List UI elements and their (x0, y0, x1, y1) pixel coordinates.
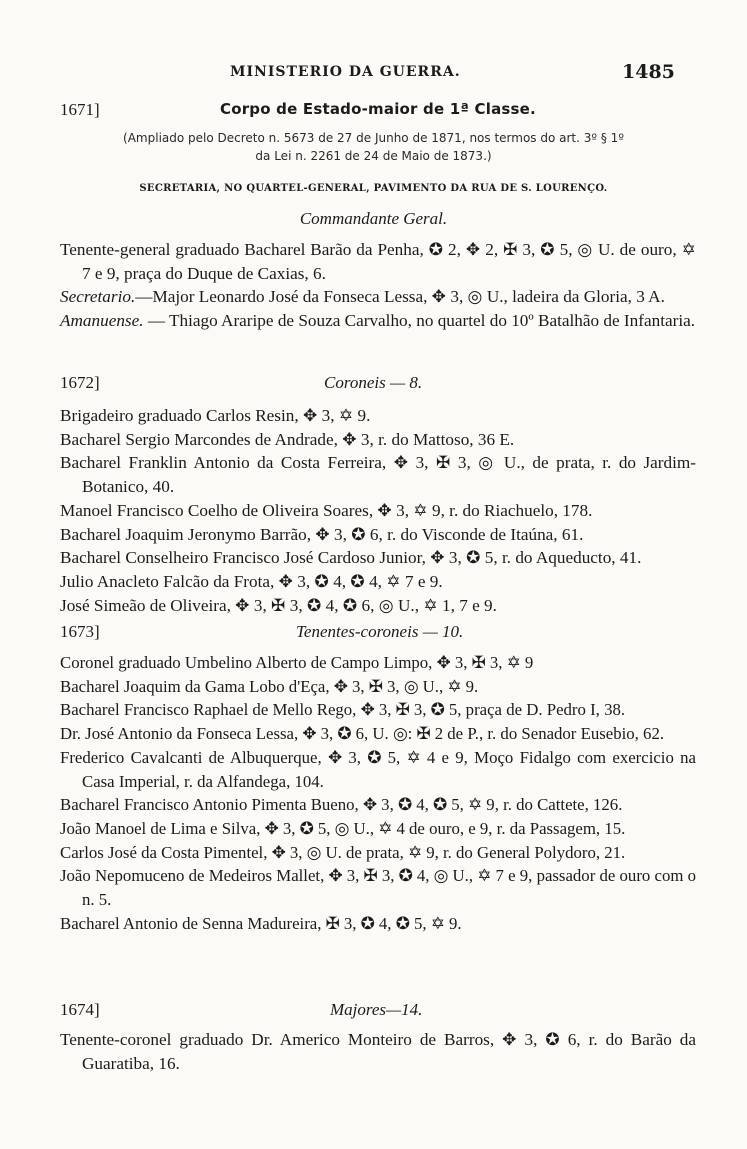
entry: Julio Anacleto Falcão da Frota, ✥ 3, ✪ 4, ✪ 4, ✡ 7 e 9. (60, 571, 443, 591)
commandante-entries (60, 238, 696, 333)
coroneis-list (60, 404, 696, 617)
section-number: 1672] (60, 373, 100, 392)
section-1673-header (0, 622, 747, 644)
section-1672-header (0, 373, 747, 395)
entry: Frederico Cavalcanti de Albuquerque, ✥ 3, ✪ 5, ✡ 4 e 9, Moço Fidalgo com exercicio na Casa Imperial, r. da Alfandega, 104. (60, 747, 696, 791)
entry: Bacharel Conselheiro Francisco José Cardoso Junior, ✥ 3, ✪ 5, r. do Aqueducto, 41. (60, 548, 642, 568)
entry: Tenente-coronel graduado Dr. Americo Monteiro de Barros, ✥ 3, ✪ 6, r. do Barão da Guaratiba, 16. (60, 1030, 696, 1073)
group-heading: Coroneis — 8. (324, 373, 423, 392)
entry: Brigadeiro graduado Carlos Resin, ✥ 3, ✡ 9. (60, 406, 371, 425)
section-number: 1671] (60, 100, 100, 119)
entry: Bacharel Sergio Marcondes de Andrade, ✥ 3, r. do Mattoso, 36 E. (60, 429, 515, 449)
location-line: SECRETARIA, NO QUARTEL-GENERAL, PAVIMENTO DA RUA DE S. LOURENÇO. (139, 183, 608, 194)
tenentes-coroneis-list (60, 651, 696, 935)
entry (60, 285, 696, 309)
entry: Bacharel Antonio de Senna Madureira, ✠ 3, ✪ 4, ✪ 5, ✡ 9. (60, 913, 462, 933)
majores-list (60, 1028, 696, 1075)
entry: Bacharel Francisco Raphael de Mello Rego, ✥ 3, ✠ 3, ✪ 5, praça de D. Pedro I, 38. (60, 700, 626, 720)
entry: João Nepomuceno de Medeiros Mallet, ✥ 3, ✠ 3, ✪ 4, ◎ U., ✡ 7 e 9, passador de ouro com o n. 5. (60, 866, 696, 910)
section-title: Corpo de Estado-maior de 1ª Classe. (220, 100, 536, 118)
entry (60, 238, 696, 285)
entry (60, 309, 696, 333)
page-number: 1485 (622, 61, 675, 83)
entry: Bacharel Joaquim Jeronymo Barrão, ✥ 3, ✪ 6, r. do Visconde de Itaúna, 61. (60, 524, 584, 544)
commandante-heading: Commandante Geral. (299, 209, 448, 228)
entry: Carlos José da Costa Pimentel, ✥ 3, ◎ U. de prata, ✡ 9, r. do General Polydoro, 21. (60, 842, 626, 862)
entry: Bacharel Francisco Antonio Pimenta Bueno, ✥ 3, ✪ 4, ✪ 5, ✡ 9, r. do Cattete, 126. (60, 795, 623, 815)
group-heading: Majores—14. (330, 1000, 423, 1019)
group-heading: Tenentes-coroneis — 10. (296, 622, 464, 641)
entry: Bacharel Franklin Antonio da Costa Ferreira, ✥ 3, ✠ 3, ◎ U., de prata, r. do Jardim-Botanico, 40. (60, 453, 696, 497)
entry: Manoel Francisco Coelho de Oliveira Soares, ✥ 3, ✡ 9, r. do Riachuelo, 178. (60, 500, 593, 520)
entry: Dr. José Antonio da Fonseca Lessa, ✥ 3, ✪ 6, U. ◎: ✠ 2 de P., r. do Senador Eusebio, 62. (60, 724, 665, 744)
entry-text: — Thiago Araripe de Souza Carvalho, no quartel do 10º Batalhão de Infantaria. (143, 311, 696, 331)
running-title: MINISTERIO DA GUERRA. (230, 64, 461, 80)
section-1671-header (0, 100, 747, 120)
entry-label: Secretario. (60, 287, 136, 307)
running-head (0, 61, 747, 86)
entry: João Manoel de Lima e Silva, ✥ 3, ✪ 5, ◎ U., ✡ 4 de ouro, e 9, r. da Passagem, 15. (60, 818, 626, 838)
entry-label: Amanuense. (60, 311, 144, 331)
entry: Bacharel Joaquim da Gama Lobo d'Eça, ✥ 3, ✠ 3, ◎ U., ✡ 9. (60, 676, 479, 696)
section-number: 1673] (60, 622, 100, 641)
decree-note-line-2: da Lei n. 2261 de 24 de Maio de 1873.) (255, 149, 492, 163)
entry-text: Tenente-general graduado Bacharel Barão da Penha, ✪ 2, ✥ 2, ✠ 3, ✪ 5, ◎ U. de ouro, ✡ 7 e 9, praça do Duque de Caxias, 6. (60, 240, 696, 283)
entry: Coronel graduado Umbelino Alberto de Campo Limpo, ✥ 3, ✠ 3, ✡ 9 (60, 653, 534, 672)
decree-note-line-1: (Ampliado pelo Decreto n. 5673 de 27 de Junho de 1871, nos termos do art. 3º § 1º (123, 131, 624, 145)
entry-text: —Major Leonardo José da Fonseca Lessa, ✥ 3, ◎ U., ladeira da Gloria, 3 A. (135, 287, 665, 307)
section-number: 1674] (60, 1000, 100, 1019)
section-1674-header (0, 1000, 747, 1022)
entry: José Simeão de Oliveira, ✥ 3, ✠ 3, ✪ 4, ✪ 6, ◎ U., ✡ 1, 7 e 9. (60, 595, 497, 615)
